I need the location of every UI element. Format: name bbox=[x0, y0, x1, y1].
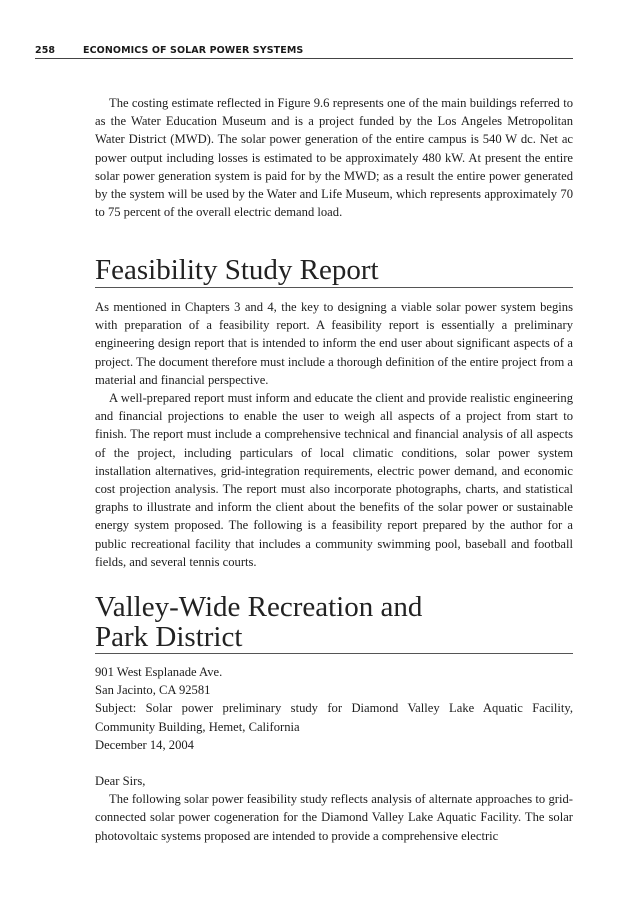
feasibility-paragraph-2: A well-prepared report must inform and educate the client and provide realistic engineering and financial projections to enable the user to weigh all aspects of a project from start to finish. The report must include a comprehensive technical and financial analysis of all aspects of the project, including particulars of local climatic conditions, solar power system installation alternatives, grid-integration requirements, electric power demand, and economic cost projection analysis. The report must also incorporate photographs, charts, and statistical graphs to illustrate and inform the client about the benefits of the solar power or sustainable energy system proposed. The following is a feasibility report prepared by the author for a public recreational facility that includes a community swimming pool, baseball and football fields, and several tennis courts. bbox=[95, 391, 573, 569]
blank-line bbox=[95, 754, 573, 772]
address-line-1: 901 West Esplanade Ave. bbox=[95, 665, 223, 679]
valley-heading-line-2: Park District bbox=[95, 621, 243, 653]
letter-block bbox=[95, 663, 573, 845]
running-title: ECONOMICS OF SOLAR POWER SYSTEMS bbox=[83, 45, 304, 56]
letter-date: December 14, 2004 bbox=[95, 737, 194, 752]
address-line-2: San Jacinto, CA 92581 bbox=[95, 683, 211, 698]
intro-paragraph: The costing estimate reflected in Figure 9.6 represents one of the main buildings referred to as the Water Education Museum and is a project funded by the Los Angeles Metropolitan Water District (MWD). The solar power generation of the entire campus is 540 W dc. Net ac power output including losses is estimated to be approximately 480 kW. At present the entire solar power generation system is paid for by the MWD; as a result the entire power generated by the system will be used by the Water and Life Museum, which represents approximately 70 to 75 percent of the overall electric demand load. bbox=[95, 96, 573, 220]
letter-paragraph: The following solar power feasibility study reflects analysis of alternate approaches to grid-connected solar power cogeneration for the Diamond Valley Lake Aquatic Facility. The solar photovoltaic systems proposed are intended to provide a comprehensive electric bbox=[95, 792, 573, 843]
feasibility-heading: Feasibility Study Report bbox=[95, 255, 573, 288]
feasibility-section bbox=[95, 298, 573, 571]
valley-heading bbox=[95, 592, 573, 654]
valley-heading-line-1: Valley-Wide Recreation and bbox=[95, 591, 423, 623]
intro-section bbox=[95, 94, 573, 221]
page-number: 258 bbox=[35, 45, 56, 56]
letter-subject: Subject: Solar power preliminary study for Diamond Valley Lake Aquatic Facility, Community Building, Hemet, California bbox=[95, 701, 573, 734]
running-header bbox=[35, 44, 573, 59]
letter-salutation: Dear Sirs, bbox=[95, 774, 146, 789]
feasibility-paragraph-1: As mentioned in Chapters 3 and 4, the key to designing a viable solar power system begins with preparation of a feasibility report. A feasibility report is essentially a preliminary engineering design report that is intended to inform the end user about significant aspects of a project. The document therefore must include a thorough definition of the entire project from a material and financial perspective. bbox=[95, 300, 573, 387]
